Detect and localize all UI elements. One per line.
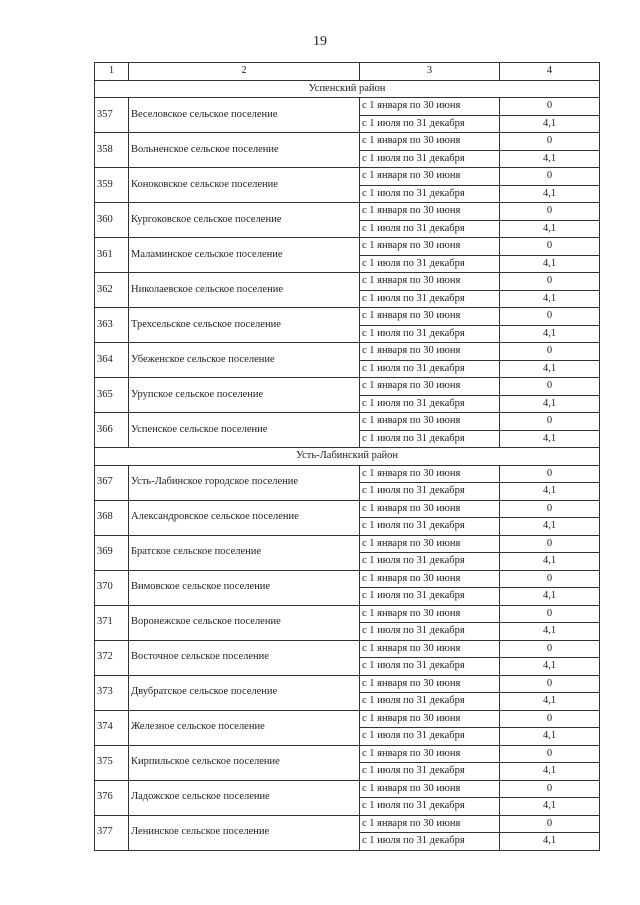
- period-first-half: с 1 января по 30 июня: [360, 815, 500, 833]
- period-second-half: с 1 июля по 31 декабря: [360, 185, 500, 203]
- row-number: 358: [95, 133, 129, 168]
- settlement-name: Ленинское сельское поселение: [129, 815, 360, 850]
- table-row: [95, 378, 600, 396]
- period-first-half: с 1 января по 30 июня: [360, 465, 500, 483]
- period-second-half: с 1 июля по 31 декабря: [360, 693, 500, 711]
- table-row: [95, 343, 600, 361]
- settlement-name: Кирпильское сельское поселение: [129, 745, 360, 780]
- period-first-half: с 1 января по 30 июня: [360, 308, 500, 326]
- row-number: 366: [95, 413, 129, 448]
- period-second-half: с 1 июля по 31 декабря: [360, 255, 500, 273]
- district-row: [95, 80, 600, 98]
- value-second-half: 4,1: [500, 693, 600, 711]
- table-row: [95, 710, 600, 728]
- settlement-name: Двубратское сельское поселение: [129, 675, 360, 710]
- column-header-4: 4: [500, 63, 600, 81]
- period-second-half: с 1 июля по 31 декабря: [360, 658, 500, 676]
- period-first-half: с 1 января по 30 июня: [360, 343, 500, 361]
- period-second-half: с 1 июля по 31 декабря: [360, 150, 500, 168]
- period-first-half: с 1 января по 30 июня: [360, 570, 500, 588]
- period-second-half: с 1 июля по 31 декабря: [360, 833, 500, 851]
- table-row: [95, 203, 600, 221]
- period-first-half: с 1 января по 30 июня: [360, 535, 500, 553]
- settlement-name: Восточное сельское поселение: [129, 640, 360, 675]
- value-first-half: 0: [500, 535, 600, 553]
- value-first-half: 0: [500, 168, 600, 186]
- value-first-half: 0: [500, 308, 600, 326]
- table-row: [95, 815, 600, 833]
- settlement-name: Урупское сельское поселение: [129, 378, 360, 413]
- table-row: [95, 308, 600, 326]
- value-second-half: 4,1: [500, 220, 600, 238]
- column-header-3: 3: [360, 63, 500, 81]
- value-first-half: 0: [500, 710, 600, 728]
- value-second-half: 4,1: [500, 255, 600, 273]
- value-second-half: 4,1: [500, 728, 600, 746]
- period-second-half: с 1 июля по 31 декабря: [360, 220, 500, 238]
- row-number: 359: [95, 168, 129, 203]
- period-first-half: с 1 января по 30 июня: [360, 203, 500, 221]
- row-number: 373: [95, 675, 129, 710]
- value-second-half: 4,1: [500, 588, 600, 606]
- column-header-2: 2: [129, 63, 360, 81]
- value-second-half: 4,1: [500, 553, 600, 571]
- row-number: 368: [95, 500, 129, 535]
- table-row: [95, 238, 600, 256]
- period-first-half: с 1 января по 30 июня: [360, 780, 500, 798]
- settlement-name: Николаевское сельское поселение: [129, 273, 360, 308]
- value-first-half: 0: [500, 570, 600, 588]
- row-number: 364: [95, 343, 129, 378]
- value-first-half: 0: [500, 745, 600, 763]
- period-second-half: с 1 июля по 31 декабря: [360, 798, 500, 816]
- period-second-half: с 1 июля по 31 декабря: [360, 483, 500, 501]
- value-second-half: 4,1: [500, 518, 600, 536]
- table-row: [95, 413, 600, 431]
- row-number: 375: [95, 745, 129, 780]
- value-second-half: 4,1: [500, 763, 600, 781]
- value-second-half: 4,1: [500, 115, 600, 133]
- table-row: [95, 98, 600, 116]
- row-number: 370: [95, 570, 129, 605]
- table-body: [95, 63, 600, 851]
- period-first-half: с 1 января по 30 июня: [360, 378, 500, 396]
- row-number: 361: [95, 238, 129, 273]
- period-second-half: с 1 июля по 31 декабря: [360, 553, 500, 571]
- table-row: [95, 675, 600, 693]
- period-first-half: с 1 января по 30 июня: [360, 168, 500, 186]
- value-second-half: 4,1: [500, 150, 600, 168]
- district-row: [95, 448, 600, 466]
- settlement-name: Братское сельское поселение: [129, 535, 360, 570]
- value-first-half: 0: [500, 273, 600, 291]
- row-number: 371: [95, 605, 129, 640]
- settlements-table: [94, 62, 600, 851]
- value-first-half: 0: [500, 815, 600, 833]
- row-number: 367: [95, 465, 129, 500]
- value-first-half: 0: [500, 378, 600, 396]
- row-number: 362: [95, 273, 129, 308]
- row-number: 372: [95, 640, 129, 675]
- value-first-half: 0: [500, 500, 600, 518]
- value-second-half: 4,1: [500, 483, 600, 501]
- value-first-half: 0: [500, 133, 600, 151]
- settlement-name: Усть-Лабинское городское поселение: [129, 465, 360, 500]
- table-row: [95, 640, 600, 658]
- period-first-half: с 1 января по 30 июня: [360, 98, 500, 116]
- period-first-half: с 1 января по 30 июня: [360, 500, 500, 518]
- value-second-half: 4,1: [500, 833, 600, 851]
- period-first-half: с 1 января по 30 июня: [360, 273, 500, 291]
- value-first-half: 0: [500, 780, 600, 798]
- period-second-half: с 1 июля по 31 декабря: [360, 325, 500, 343]
- period-first-half: с 1 января по 30 июня: [360, 133, 500, 151]
- settlement-name: Трехсельское сельское поселение: [129, 308, 360, 343]
- value-second-half: 4,1: [500, 360, 600, 378]
- settlement-name: Ладожское сельское поселение: [129, 780, 360, 815]
- settlement-name: Успенское сельское поселение: [129, 413, 360, 448]
- settlement-name: Вимовское сельское поселение: [129, 570, 360, 605]
- value-first-half: 0: [500, 465, 600, 483]
- value-first-half: 0: [500, 640, 600, 658]
- value-first-half: 0: [500, 343, 600, 361]
- period-second-half: с 1 июля по 31 декабря: [360, 430, 500, 448]
- row-number: 376: [95, 780, 129, 815]
- settlement-name: Вольненское сельское поселение: [129, 133, 360, 168]
- period-second-half: с 1 июля по 31 декабря: [360, 728, 500, 746]
- period-second-half: с 1 июля по 31 декабря: [360, 763, 500, 781]
- value-second-half: 4,1: [500, 290, 600, 308]
- table-row: [95, 465, 600, 483]
- period-first-half: с 1 января по 30 июня: [360, 675, 500, 693]
- settlement-name: Железное сельское поселение: [129, 710, 360, 745]
- period-first-half: с 1 января по 30 июня: [360, 710, 500, 728]
- table-row: [95, 605, 600, 623]
- table-row: [95, 535, 600, 553]
- row-number: 365: [95, 378, 129, 413]
- row-number: 363: [95, 308, 129, 343]
- settlement-name: Коноковское сельское поселение: [129, 168, 360, 203]
- column-header-1: 1: [95, 63, 129, 81]
- period-first-half: с 1 января по 30 июня: [360, 238, 500, 256]
- column-header-row: [95, 63, 600, 81]
- settlement-name: Веселовское сельское поселение: [129, 98, 360, 133]
- row-number: 369: [95, 535, 129, 570]
- period-second-half: с 1 июля по 31 декабря: [360, 623, 500, 641]
- period-second-half: с 1 июля по 31 декабря: [360, 115, 500, 133]
- period-first-half: с 1 января по 30 июня: [360, 745, 500, 763]
- settlement-name: Убеженское сельское поселение: [129, 343, 360, 378]
- value-second-half: 4,1: [500, 185, 600, 203]
- period-first-half: с 1 января по 30 июня: [360, 605, 500, 623]
- value-second-half: 4,1: [500, 395, 600, 413]
- row-number: 377: [95, 815, 129, 850]
- value-first-half: 0: [500, 203, 600, 221]
- table-row: [95, 780, 600, 798]
- table-row: [95, 570, 600, 588]
- period-first-half: с 1 января по 30 июня: [360, 640, 500, 658]
- value-second-half: 4,1: [500, 430, 600, 448]
- row-number: 374: [95, 710, 129, 745]
- value-second-half: 4,1: [500, 325, 600, 343]
- district-name: Успенский район: [95, 80, 600, 98]
- table-row: [95, 273, 600, 291]
- period-second-half: с 1 июля по 31 декабря: [360, 290, 500, 308]
- table-row: [95, 133, 600, 151]
- value-first-half: 0: [500, 605, 600, 623]
- value-first-half: 0: [500, 98, 600, 116]
- table-row: [95, 745, 600, 763]
- table-row: [95, 500, 600, 518]
- value-second-half: 4,1: [500, 623, 600, 641]
- settlement-name: Маламинское сельское поселение: [129, 238, 360, 273]
- period-second-half: с 1 июля по 31 декабря: [360, 360, 500, 378]
- settlement-name: Александровское сельское поселение: [129, 500, 360, 535]
- settlement-name: Кургоковское сельское поселение: [129, 203, 360, 238]
- value-first-half: 0: [500, 675, 600, 693]
- value-first-half: 0: [500, 238, 600, 256]
- row-number: 360: [95, 203, 129, 238]
- table-row: [95, 168, 600, 186]
- settlement-name: Воронежское сельское поселение: [129, 605, 360, 640]
- value-second-half: 4,1: [500, 798, 600, 816]
- district-name: Усть-Лабинский район: [95, 448, 600, 466]
- period-second-half: с 1 июля по 31 декабря: [360, 395, 500, 413]
- page-number: 19: [313, 34, 327, 49]
- period-second-half: с 1 июля по 31 декабря: [360, 588, 500, 606]
- value-second-half: 4,1: [500, 658, 600, 676]
- value-first-half: 0: [500, 413, 600, 431]
- row-number: 357: [95, 98, 129, 133]
- period-second-half: с 1 июля по 31 декабря: [360, 518, 500, 536]
- period-first-half: с 1 января по 30 июня: [360, 413, 500, 431]
